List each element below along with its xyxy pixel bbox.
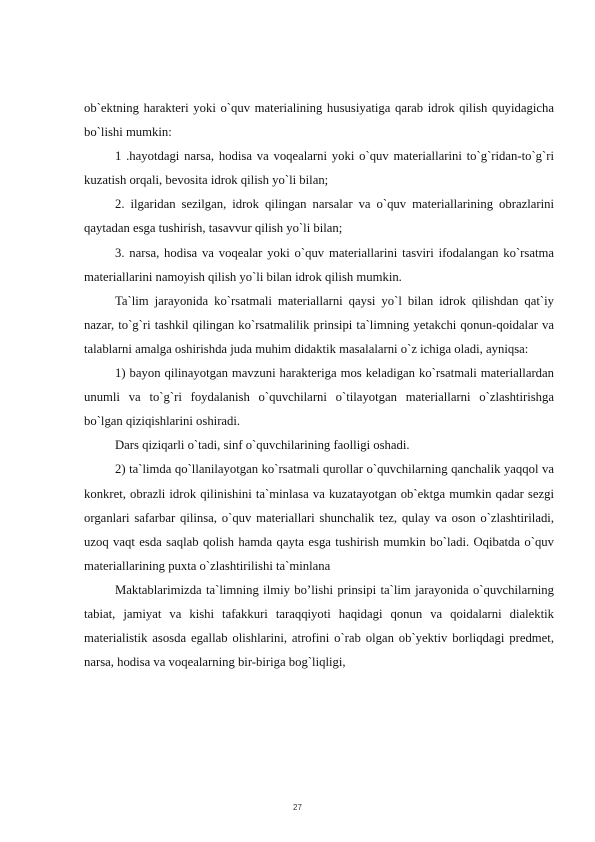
paragraph-7: Dars qiziqarli o`tadi, sinf o`quvchilarining faolligi oshadi. bbox=[115, 438, 410, 453]
paragraph-9: Maktablarimizda ta`limning ilmiy bo’lishi prinsipi ta`lim jarayonida o`quvchilarning tabiat, jamiyat va kishi tafakkuri taraqqiyoti haqidagi qonun va qoidalarni dialektik materialistik asosda egallab olishlarini, atrofini o`rab olgan ob`yektiv borliqdagi predmet, narsa, hodisa va voqealarning bir-biriga bog`liqligi, bbox=[84, 582, 554, 670]
page-number: 27 bbox=[293, 803, 302, 812]
paragraph-1: ob`ektning harakteri yoki o`quv materialining hususiyatiga qarab idrok qilish quyidagicha bo`lishi mumkin: bbox=[84, 101, 554, 140]
paragraph-4: 3. narsa, hodisa va voqealar yoki o`quv materiallarini tasviri ifodalangan ko`rsatma materiallarini namoyish qilish yo`li bilan idrok qilish mumkin. bbox=[84, 245, 554, 284]
paragraph-2: 1 .hayotdagi narsa, hodisa va voqealarni yoki o`quv materiallarini to`g`ridan-to`g`ri kuzatish orqali, bevosita idrok qilish yo`li bilan; bbox=[84, 149, 554, 188]
paragraph-8: 2) ta`limda qo`llanilayotgan ko`rsatmali qurollar o`quvchilarning qanchalik yaqqol va konkret, obrazli idrok qilinishini ta`minlasa va kuzatayotgan ob`ektga mumkin qadar sezgi organlari safarbar qilinsa, o`quv materiallari shunchalik tez, qulay va oson o`zlashtiriladi, uzoq vaqt esda saqlab qolish hamda qayta esga tushirish mumkin bo`ladi. Oqibatda o`quv materiallarining puxta o`zlashtirilishi ta`minlana bbox=[84, 462, 554, 573]
body-text bbox=[84, 96, 554, 674]
paragraph-3: 2. ilgaridan sezilgan, idrok qilingan narsalar va o`quv materiallarining obrazlarini qaytadan esga tushirish, tasavvur qilish yo`li bilan; bbox=[84, 197, 554, 236]
paragraph-6: 1) bayon qilinayotgan mavzuni harakteriga mos keladigan ko`rsatmali materiallardan unumli va to`g`ri foydalanish o`quvchilarni o`tilayotgan materiallarni o`zlashtirishga bo`lgan qiziqishlarini oshiradi. bbox=[84, 366, 554, 429]
paragraph-5: Ta`lim jarayonida ko`rsatmali materiallarni qaysi yo`l bilan idrok qilishdan qat`iy nazar, to`g`ri tashkil qilingan ko`rsatmalilik prinsipi ta`limning yetakchi qonun-qoidalar va talablarni amalga oshirishda juda muhim didaktik masalalarni o`z ichiga oladi, ayniqsa: bbox=[84, 293, 554, 356]
